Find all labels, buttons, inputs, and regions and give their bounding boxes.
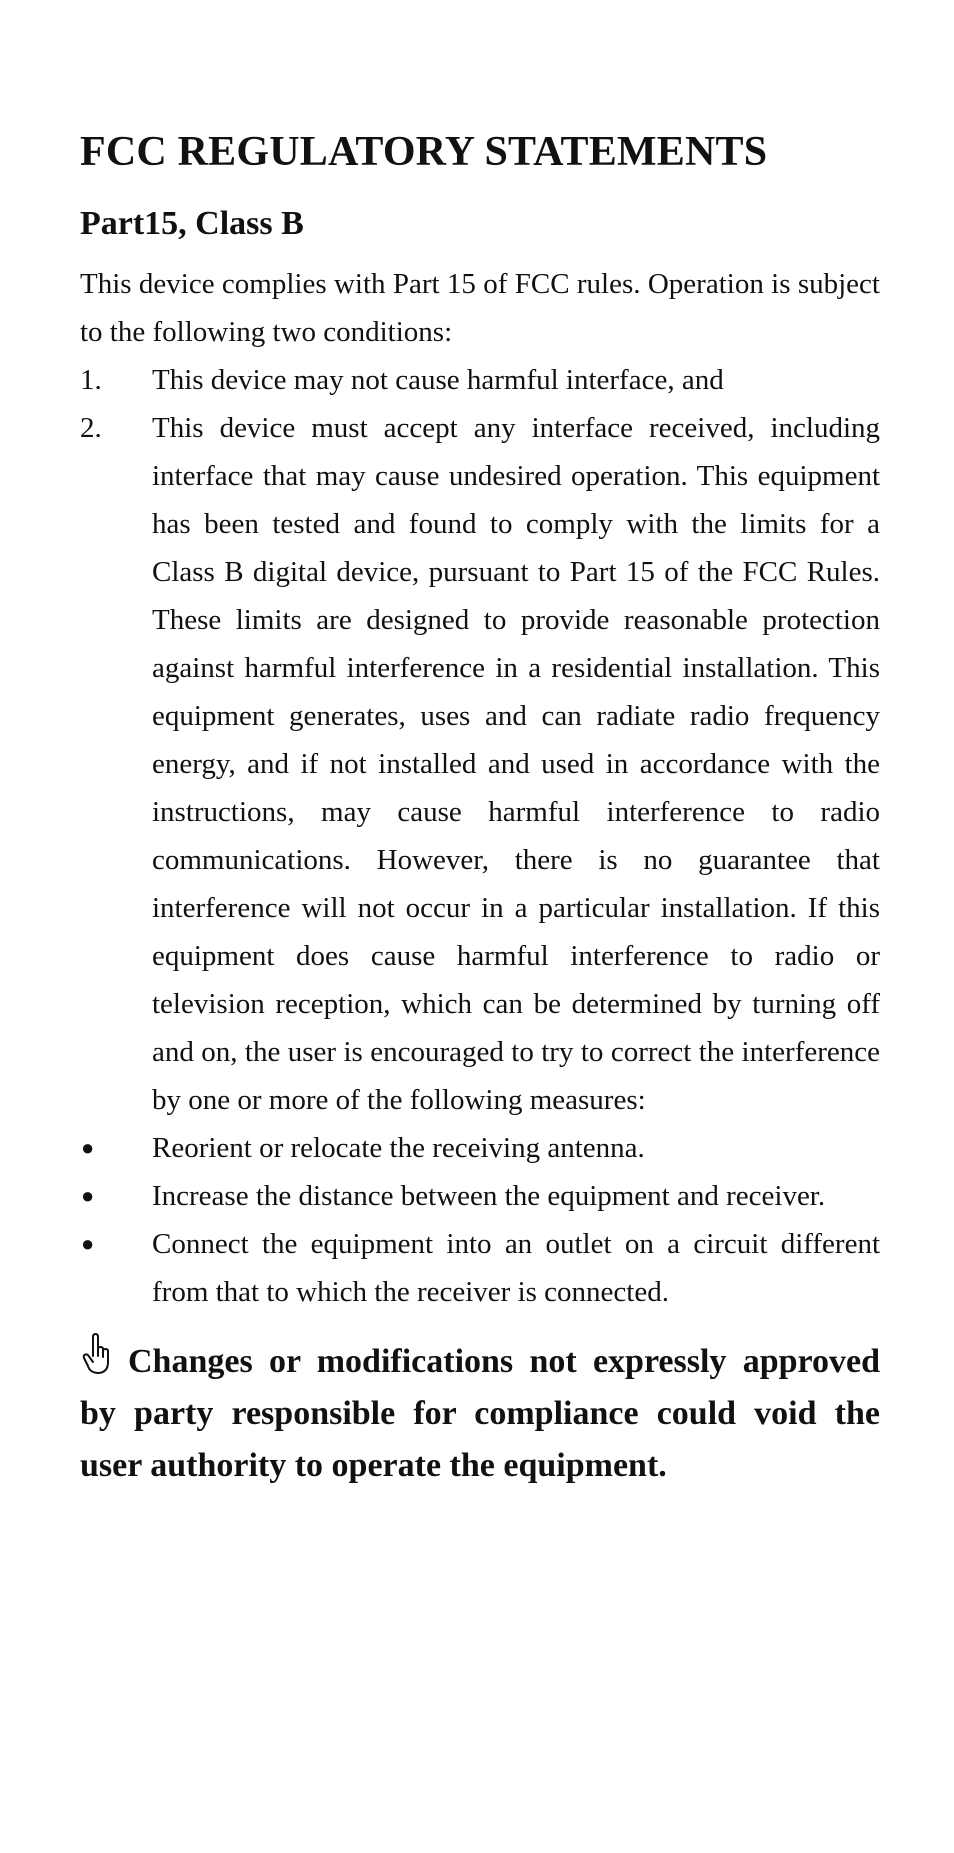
bullet-icon: ● — [81, 1135, 95, 1160]
measure-item — [80, 1172, 880, 1220]
measure-text: Increase the distance between the equipment and receiver. — [152, 1180, 826, 1212]
bullet-icon: ● — [81, 1183, 95, 1208]
intro-paragraph: This device complies with Part 15 of FCC rules. Operation is subject to the following two conditions: — [80, 268, 880, 348]
section-subtitle: Part15, Class B — [80, 205, 304, 242]
condition-item — [80, 356, 880, 404]
condition-number: 2. — [80, 412, 102, 444]
document-page — [80, 122, 880, 1526]
condition-number: 1. — [80, 364, 102, 396]
warning-text: Changes or modifications not expressly approved by party responsible for compliance could void the user authority to operate the equipment. — [80, 1343, 880, 1484]
condition-text: This device may not cause harmful interface, and — [152, 364, 724, 396]
condition-item — [80, 404, 880, 1124]
measure-item — [80, 1220, 880, 1316]
warning-notice — [80, 1332, 880, 1492]
measure-text: Connect the equipment into an outlet on a circuit different from that to which the receiver is connected. — [152, 1228, 880, 1308]
measures-list — [80, 1124, 880, 1316]
conditions-list — [80, 356, 880, 1124]
bullet-icon: ● — [81, 1231, 95, 1256]
page-title: FCC REGULATORY STATEMENTS — [80, 129, 768, 175]
condition-text: This device must accept any interface received, including interface that may cause undesired operation. This equipment has been tested and found to comply with the limits for a Class B digital device, pursuant to Part 15 of the FCC Rules. These limits are designed to provide reasonable protection against harmful interference in a residential installation. This equipment generates, uses and can radiate radio frequency energy, and if not installed and used in accordance with the instructions, may cause harmful interference to radio communications. However, there is no guarantee that interference will not occur in a particular installation. If this equipment does cause harmful interference to radio or television reception, which can be determined by turning off and on, the user is encouraged to try to correct the interference by one or more of the following measures: — [152, 412, 880, 1116]
measure-text: Reorient or relocate the receiving antenna. — [152, 1132, 645, 1164]
measure-item — [80, 1124, 880, 1172]
pointing-hand-icon — [80, 1332, 114, 1376]
